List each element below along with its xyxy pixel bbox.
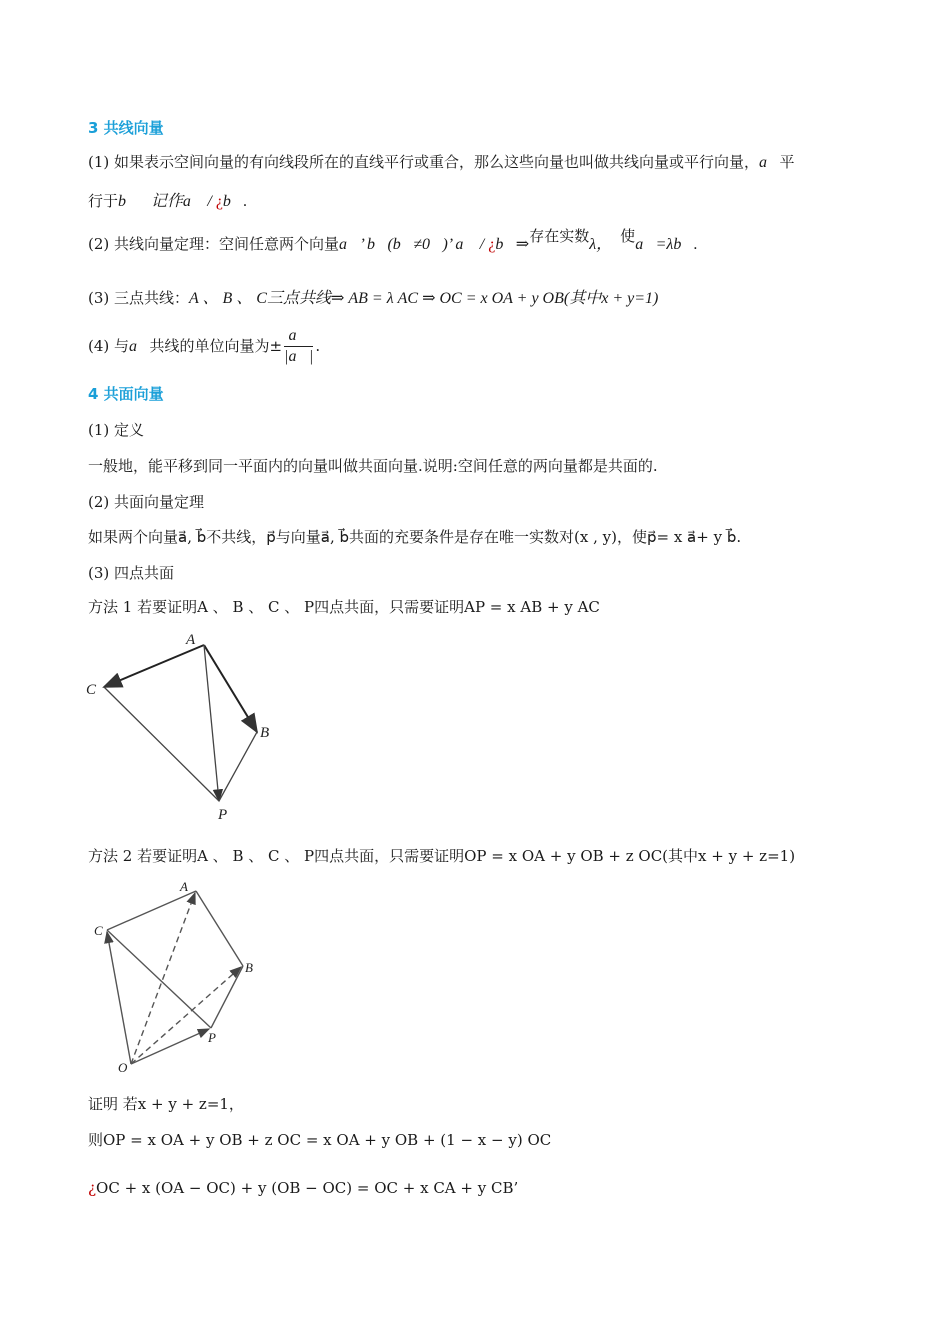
figure-2-diagram xyxy=(80,874,280,1079)
s3-para-1b xyxy=(88,191,247,212)
s3-para-4 xyxy=(88,326,320,370)
label-c: C xyxy=(86,682,97,698)
proof-line-2: 则OP = x OA + y OB + z OC = x OA + y OB + (1 − x − y) OC xyxy=(88,1131,552,1149)
s3-p2-eq: a⃗=λb⃗. xyxy=(635,236,698,253)
seg-cp xyxy=(107,930,211,1028)
s3-p4-text: (4) 与 xyxy=(88,337,130,355)
s3-p4-dot: . xyxy=(315,337,321,355)
s3-p2-math: a⃗’ b⃗(b⃗≠0⃗)’ a⃗ / xyxy=(339,236,489,253)
s4-thm-text: 如果两个向量a⃗, b⃗不共线，p⃗与向量a⃗, b⃗共面的充要条件是存在唯一实数对(x , y)，使p⃗= x a⃗+ y b⃗. xyxy=(88,528,742,546)
s3-p1a-tail: 平 xyxy=(779,153,795,171)
label-b: B xyxy=(260,725,270,741)
s3-p1b-math2: a⃗ / xyxy=(182,193,216,210)
fraction-den: |a⃗| xyxy=(284,348,314,365)
proof-line-3 xyxy=(88,1178,518,1198)
section-3-heading: 3 共线向量 xyxy=(88,119,164,137)
s3-p4-text2: 共线的单位向量为± xyxy=(149,337,283,355)
s3-para-3 xyxy=(88,288,658,309)
s4-def-text: 一般地，能平移到同一平面内的向量叫做共面向量.说明:空间任意的两向量都是共面的. xyxy=(88,457,658,475)
s3-p1b-math: b⃗，记作 xyxy=(118,193,183,210)
figure-1-diagram xyxy=(80,628,290,828)
seg-bp xyxy=(211,966,243,1028)
seg-cp xyxy=(104,687,219,801)
section-4-heading: 4 共面向量 xyxy=(88,385,164,403)
vec-ob xyxy=(131,967,241,1064)
vec-ac-line xyxy=(104,645,204,687)
vec-ap-line xyxy=(204,645,219,801)
s4-method-2: 方法 2 若要证明A 、 B 、 C 、 P四点共面，只需要证明OP = x OA + y OB + z OC(其中x + y + z=1) xyxy=(88,847,796,865)
label-a: A xyxy=(186,632,196,648)
label-o: O xyxy=(118,1060,128,1075)
proof3-text: OC + x (OA − OC) + y (OB − OC) = OC + x CA + y CB’ xyxy=(96,1179,519,1197)
vec-a: a⃗ xyxy=(759,154,780,171)
s3-p1b-math3: b⃗. xyxy=(222,193,248,210)
label-b: B xyxy=(245,960,253,975)
s3-p3-text: (3) 三点共线： xyxy=(88,289,190,307)
s3-p2-red: ¿ xyxy=(488,236,496,253)
s3-p2-math2: b⃗⇒ xyxy=(495,236,530,253)
s4-def-title: (1) 定义 xyxy=(88,421,145,439)
label-c: C xyxy=(94,923,103,938)
s3-p1b-red: ¿ xyxy=(215,193,223,210)
vec-oa xyxy=(131,893,195,1064)
vec-oc xyxy=(107,932,131,1064)
s3-p1a-text: (1) 如果表示空间向量的有向线段所在的直线平行或重合，那么这些向量也叫做共线向量或平行向量， xyxy=(88,153,760,171)
label-p: P xyxy=(218,807,228,823)
s4-thm-title: (2) 共面向量定理 xyxy=(88,493,205,511)
vec-ab-line xyxy=(204,645,257,732)
fraction xyxy=(284,326,313,367)
s3-p3-math: A 、 B 、 C三点共线⇒ AB = λ AC ⇒ OC = x OA + y OB(其中x + y=1) xyxy=(189,290,659,307)
s3-p2-text: (2) 共线向量定理：空间任意两个向量 xyxy=(88,235,340,253)
s4-method-1: 方法 1 若要证明A 、 B 、 C 、 P四点共面，只需要证明AP = x AB + y AC xyxy=(88,598,600,616)
vec-a-2: a⃗ xyxy=(129,338,150,355)
seg-ac xyxy=(107,891,196,930)
s3-p2-shi: 使 xyxy=(620,227,636,245)
s3-p2-exist: 存在实数 xyxy=(529,227,590,245)
label-p: P xyxy=(208,1030,216,1045)
s4-four-title: (3) 四点共面 xyxy=(88,564,175,582)
s3-p2-lambda: λ， xyxy=(589,236,613,253)
seg-bp xyxy=(219,732,257,801)
s3-para-1a xyxy=(88,152,795,173)
s3-p1b-text: 行于 xyxy=(88,192,119,210)
seg-ab xyxy=(196,891,243,966)
proof3-red: ¿ xyxy=(88,1179,97,1197)
fraction-num: a⃗ xyxy=(284,326,313,347)
proof-line-1: 证明 若x + y + z=1， xyxy=(88,1095,244,1113)
s3-para-2 xyxy=(88,227,698,255)
label-a: A xyxy=(180,879,188,894)
